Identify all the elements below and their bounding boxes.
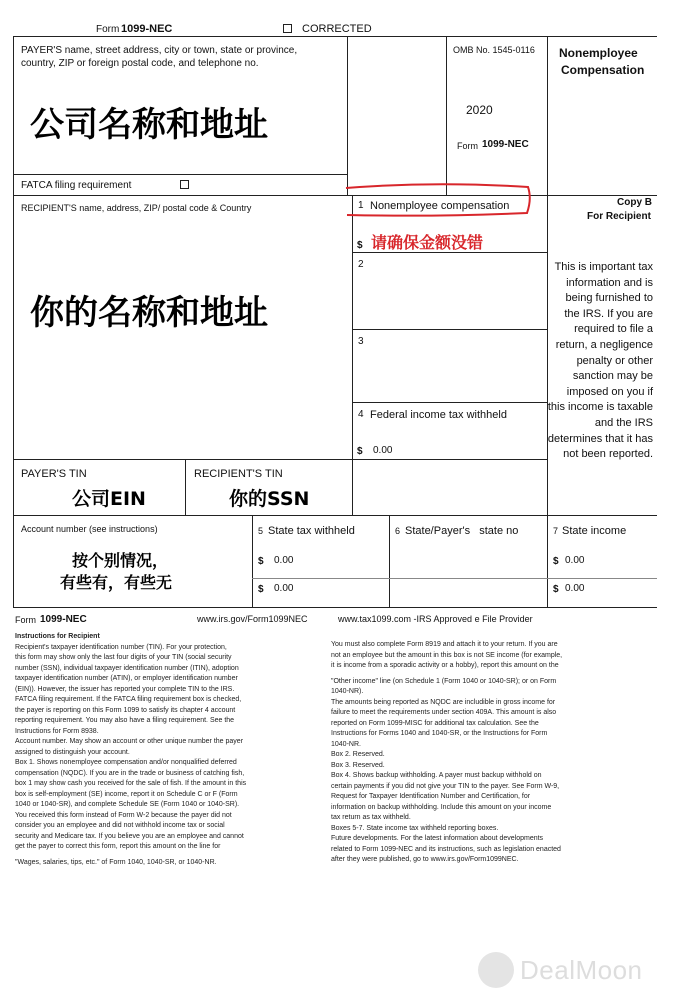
instructions-right: You must also complete Form 8919 and attach it to your return. If you are not an employee but the amount in this box is not SE income (for example, it is income from a sporadic activity or a hobby), report this amount on the "Other income" line (on Schedule 1 (Form 1040 or 1040-SR); or on Form 1040-NR). The amounts being reported as NQDC are includible in gross income for failure to meet the requirements under section 409A. This amount is also reported on Form 1099-MISC for additional tax calculation. See the Instructions for Forms 1040 and 1040-SR, or the Instructions for Form 1040-NR. Box 2. Reserved. Box 3. Reserved. Box 4. Shows backup withholding. A payer must backup withhold on certain payments if you did not give your TIN to the payer. See Form W-9, Request for Taxpayer Identification Number and Certification, for information on backup withholding. Include this amount on your income tax return as tax withheld. Boxes 5-7. State income tax withheld reporting boxes. Future developments. For the latest information about developments related to Form 1099-NEC and its instructions, such as legislation enacted after they were published, go to www.irs.gov/Form1099NEC. [331, 641, 563, 863]
box4-dollar: $ [357, 446, 363, 457]
box5-dollar-2: $ [258, 584, 264, 595]
recipient-tin-value: 你的SSN [229, 488, 310, 510]
box5-amount-2: 0.00 [274, 583, 294, 594]
footer-url: www.irs.gov/Form1099NEC [197, 614, 308, 624]
box7-amount-2: 0.00 [565, 583, 585, 594]
payer-tin-value: 公司EIN [72, 488, 146, 510]
box7-dollar-1: $ [553, 556, 559, 567]
tax-year: 2020 [466, 103, 493, 117]
box5-label: State tax withheld [268, 525, 355, 537]
box1-label: Nonemployee compensation [370, 200, 510, 212]
recipient-handwritten: 你的名称和地址 [30, 293, 268, 333]
box5-dollar-1: $ [258, 556, 264, 567]
recipient-tin-label: RECIPIENT'S TIN [194, 468, 283, 480]
box2-number: 2 [358, 259, 364, 270]
box4-amount: 0.00 [373, 445, 393, 456]
corrected-checkbox[interactable] [283, 24, 292, 33]
corrected-label: CORRECTED [302, 23, 372, 35]
copy-b-title: Copy B [617, 197, 652, 208]
box3-number: 3 [358, 336, 364, 347]
recipient-label: RECIPIENT'S name, address, ZIP/ postal code & Country [21, 203, 252, 213]
fatca-checkbox[interactable] [180, 180, 189, 189]
box1-annotation: 请确保金额没错 [371, 233, 484, 252]
instructions-left: Instructions for Recipient Recipient's taxpayer identification number (TIN). For your protection, this form may show only the last four digits of your TIN (social security number (SSN), individual taxpayer identification number (ITIN), adoption taxpayer identification number (ATIN), or employer identification number (EIN)). However, the issuer has reported your complete TIN to the IRS. FATCA filing requirement. If the FATCA filing requirement box is checked, the payer is reporting on this Form 1099 to satisfy its chapter 4 account reporting requirement. You may also have a filing requirement. See the Instructions for Form 8938. Account number. May show an account or other unique number the payer assigned to distinguish your account. Box 1. Shows nonemployee compensation and/or nonqualified deferred compensation (NQDC). If you are in the trade or business of catching fish, box 1 may show cash you received for the sale of fish. If the amount in this box is self-employment (SE) income, report it on Schedule C or F (Form 1040 or 1040-SR), and complete Schedule SE (Form 1040 or 1040-SR). You received this form instead of Form W-2 because the payer did not consider you an employee and did not withhold income tax or social security and Medicare tax. If you believe you are an employee and cannot get the payer to correct this form, report this amount on the line for "Wages, salaries, tips, etc." of Form 1040, 1040-SR, or 1040-NR. [15, 633, 247, 866]
box7-number: 7 [553, 526, 559, 536]
copy-b-notice: This is important tax information and is being furnished to the IRS. If you are required to file a return, a negligence penalty or other sanction may be imposed on you if this income is taxable and the IRS determines that it has not been reported. [547, 261, 653, 461]
payer-tin-label: PAYER'S TIN [21, 468, 87, 480]
footer-form-label: Form [15, 615, 36, 625]
dealmoon-logo-icon [478, 952, 514, 988]
box7-dollar-2: $ [553, 584, 559, 595]
payer-handwritten: 公司名称和地址 [30, 105, 268, 145]
omb-label: OMB No. 1545-0116 [453, 45, 535, 55]
header-form-name: 1099-NEC [121, 23, 173, 35]
omb-form-label: Form [457, 141, 478, 151]
account-note-line2: 有些有，有些无 [60, 573, 173, 592]
fatca-label: FATCA filing requirement [21, 180, 132, 191]
box6-number: 6 [395, 526, 401, 536]
box1-dollar: $ [357, 240, 363, 251]
box4-label: Federal income tax withheld [370, 409, 507, 421]
account-note-line1: 按个别情况， [72, 551, 169, 570]
footer-provider: www.tax1099.com -IRS Approved e File Provider [338, 614, 533, 624]
watermark-text: DealMoon [520, 955, 643, 985]
box7-label: State income [562, 525, 627, 537]
payer-label-line1: PAYER'S name, street address, city or town, state or province, [21, 45, 298, 56]
box1-number: 1 [358, 200, 364, 211]
box5-amount-1: 0.00 [274, 555, 294, 566]
box7-amount-1: 0.00 [565, 555, 585, 566]
copy-b-subtitle: For Recipient [587, 211, 651, 222]
box4-number: 4 [358, 409, 364, 420]
account-label: Account number (see instructions) [21, 524, 158, 534]
form-title-line1: Nonemployee [559, 46, 638, 60]
box6-label: State/Payer's state no [405, 525, 519, 537]
header-form-label: Form [96, 24, 120, 35]
payer-label-line2: country, ZIP or foreign postal code, and telephone no. [21, 58, 259, 69]
omb-form-name: 1099-NEC [482, 139, 529, 150]
form-title-line2: Compensation [561, 63, 645, 77]
footer-form-name: 1099-NEC [40, 614, 87, 625]
box5-number: 5 [258, 526, 264, 536]
